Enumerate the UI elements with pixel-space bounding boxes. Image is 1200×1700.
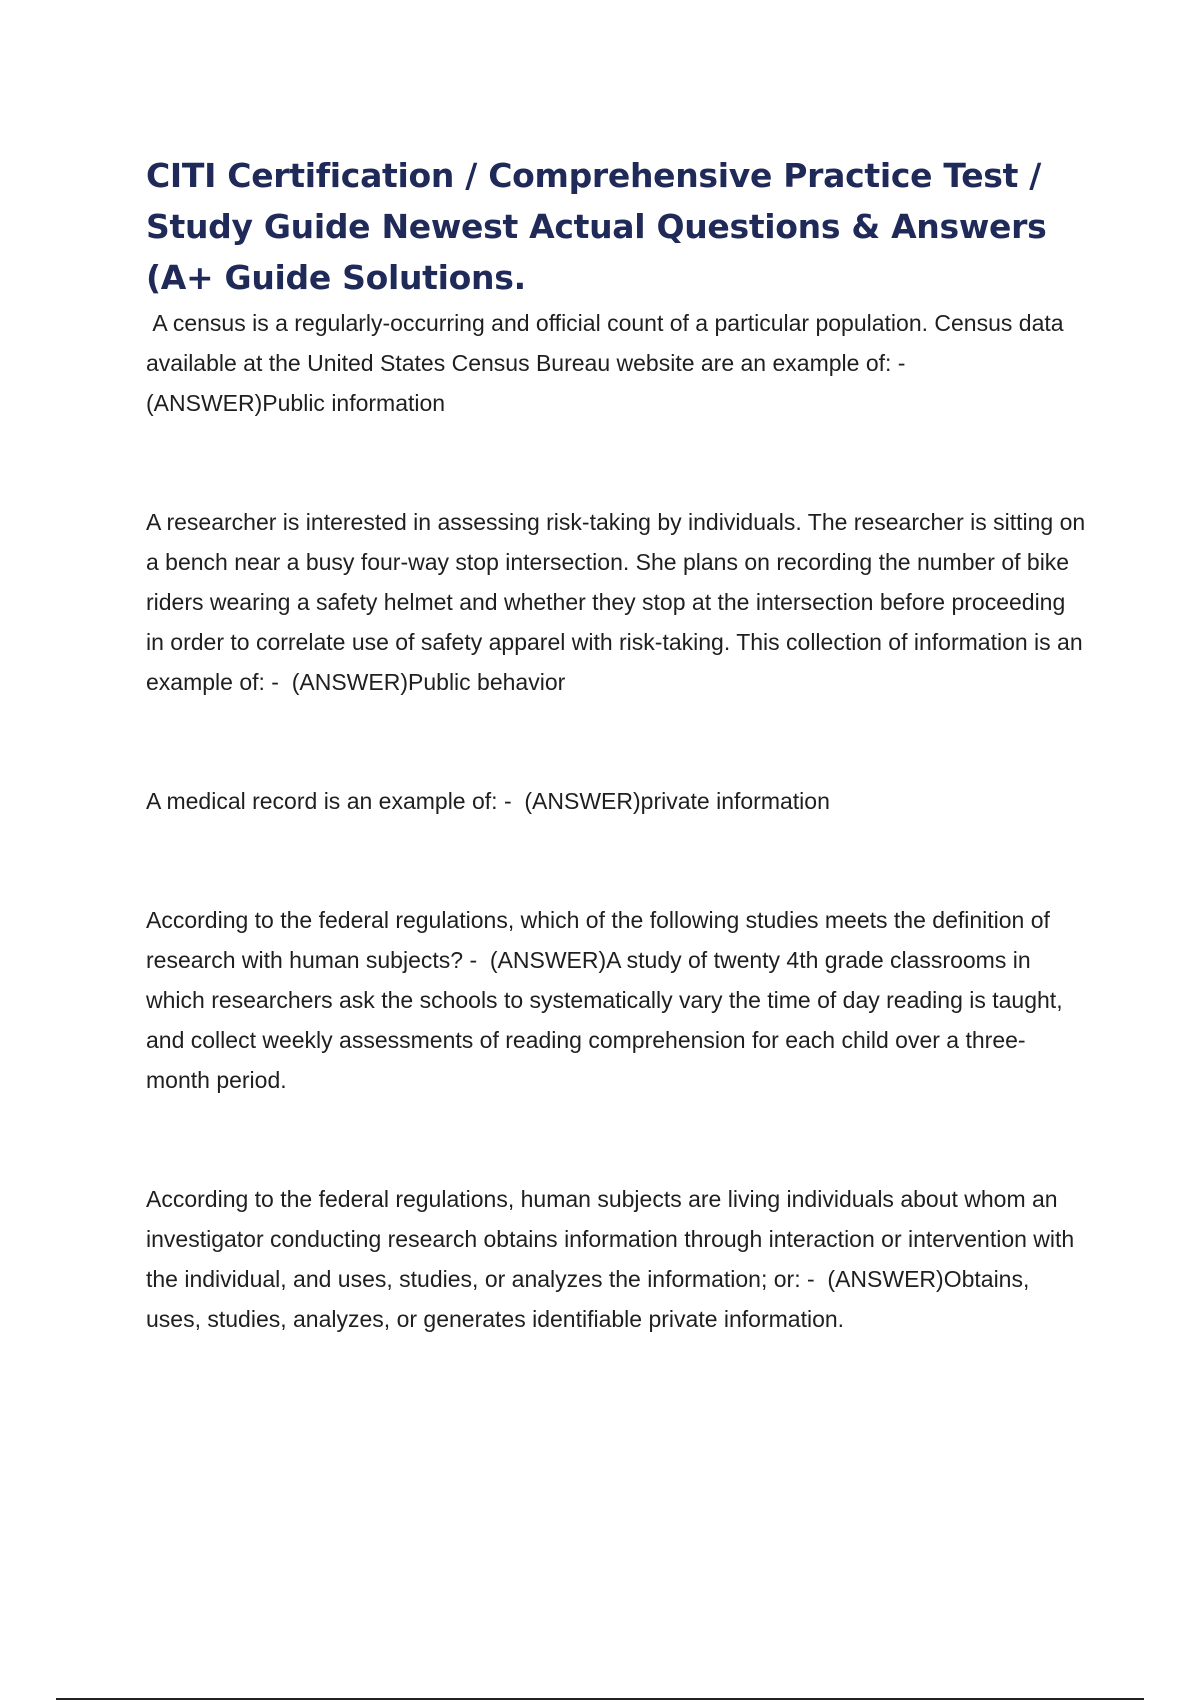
answer-prefix: (ANSWER) [146, 350, 919, 416]
answer-text: Public information [262, 390, 446, 416]
question-text: A researcher is interested in assessing risk-taking by individuals. The researcher is sitting on a bench near a busy four-way stop intersection. She plans on recording the number of bike riders wearing a safety helmet and whether they stop at the intersection before proceeding in order to correlate use of safety apparel with risk-taking. This collection of information is an example of: - [146, 509, 1092, 695]
qa-item-5 [146, 1179, 1086, 1339]
qa-item-3 [146, 781, 1086, 821]
answer-prefix: (ANSWER) [821, 1266, 944, 1292]
answer-prefix: (ANSWER) [285, 669, 409, 695]
question-text: A medical record is an example of: - [146, 788, 518, 814]
question-text: According to the federal regulations, human subjects are living individuals about whom an investigator conducting research obtains information through interaction or intervention with the individual, and uses, studies, or analyzes the information; or: - [146, 1186, 1081, 1292]
answer-text: A study of twenty 4th grade classrooms in which researchers ask the schools to systematically vary the time of day reading is taught, and collect weekly assessments of reading comprehension for each child over a three-month period. [146, 947, 1069, 1093]
qa-item-4 [146, 900, 1086, 1100]
answer-prefix: (ANSWER) [518, 788, 641, 814]
question-text: A census is a regularly-occurring and official count of a particular population. Census data available at the United States Census Bureau website are an example of: - [146, 310, 1070, 376]
answer-text: private information [640, 788, 830, 814]
answer-prefix: (ANSWER) [483, 947, 607, 973]
answer-text: Obtains, uses, studies, analyzes, or generates identifiable private information. [146, 1266, 1036, 1332]
qa-list [146, 303, 1092, 1339]
qa-item-1 [146, 303, 1086, 423]
answer-text: Public behavior [408, 669, 566, 695]
qa-item-2 [146, 502, 1092, 702]
document-content [146, 150, 1092, 1339]
document-title: CITI Certification / Comprehensive Practice Test / Study Guide Newest Actual Questions & Answers (A+ Guide Solutions. [146, 156, 1047, 297]
question-text: According to the federal regulations, which of the following studies meets the definition of research with human subjects? - [146, 907, 1057, 973]
